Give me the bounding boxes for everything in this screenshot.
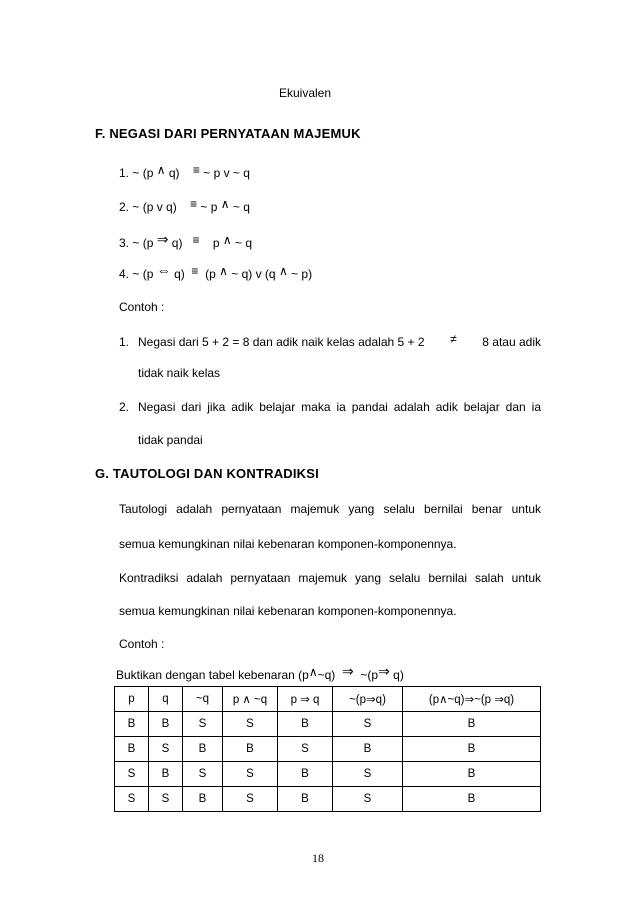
negation-rule-2 — [119, 197, 250, 214]
table-header-cell: ~q — [183, 687, 223, 712]
table-cell: S — [115, 762, 149, 787]
table-cell: S — [149, 787, 183, 812]
table-cell: S — [149, 737, 183, 762]
table-cell: B — [403, 762, 541, 787]
table-header-cell: q — [149, 687, 183, 712]
rule-text: ~ (p — [132, 267, 154, 281]
implies-symbol: ⇒ — [378, 663, 390, 679]
rule-text: ~ (p — [132, 236, 154, 250]
table-cell: B — [278, 712, 333, 737]
and-symbol: ∧ — [156, 163, 166, 177]
truth-table — [114, 686, 541, 812]
proof-text: ~(p — [360, 668, 379, 682]
table-cell: S — [278, 737, 333, 762]
implies-symbol: ⇒ — [341, 663, 354, 679]
rule-text: (p — [205, 267, 216, 281]
and-symbol: ∧ — [222, 233, 232, 247]
table-cell: S — [183, 762, 223, 787]
equivalent-symbol: ≡ — [192, 233, 200, 247]
table-header-cell: ~(p⇒q) — [333, 687, 403, 712]
negation-rule-1 — [119, 163, 250, 180]
example-2-number: 2. — [119, 400, 130, 414]
rule-number: 2. — [119, 200, 130, 214]
rule-text: ~ p) — [291, 267, 313, 281]
table-row — [115, 712, 541, 737]
example-1-number: 1. — [119, 335, 130, 349]
proof-text: Buktikan dengan tabel kebenaran (p — [116, 668, 309, 682]
table-cell: B — [149, 712, 183, 737]
table-header-cell: (p∧~q)⇒~(p ⇒q) — [403, 687, 541, 712]
example-2-line-1: Negasi dari jika adik belajar maka ia pandai adalah adik belajar dan ia — [138, 400, 541, 414]
contradiction-definition-line-2: semua kemungkinan nilai kebenaran komponen-komponennya. — [119, 604, 457, 618]
table-row — [115, 762, 541, 787]
and-symbol: ∧ — [308, 665, 318, 679]
negation-rule-4 — [119, 262, 313, 281]
rule-text: ~ q) v (q — [231, 267, 276, 281]
rule-text: q) — [171, 236, 183, 250]
rule-number: 3. — [119, 236, 130, 250]
table-row — [115, 787, 541, 812]
top-label: Ekuivalen — [279, 86, 332, 100]
example-1-line-1 — [138, 332, 541, 349]
table-cell: S — [223, 762, 278, 787]
rule-number: 4. — [119, 267, 130, 281]
table-header-cell: p ⇒ q — [278, 687, 333, 712]
table-cell: B — [403, 712, 541, 737]
rule-number: 1. — [119, 166, 130, 180]
contradiction-definition-line-1: Kontradiksi adalah pernyataan majemuk yang selalu bernilai salah untuk — [119, 571, 541, 585]
page-number: 18 — [312, 851, 324, 865]
rule-text: ~ q — [235, 236, 253, 250]
table-row — [115, 737, 541, 762]
tautology-definition-line-1: Tautologi adalah pernyataan majemuk yang selalu bernilai benar untuk — [119, 502, 541, 516]
rule-text: q) — [174, 267, 185, 281]
table-header-row — [115, 687, 541, 712]
example-1-line-2: tidak naik kelas — [138, 366, 221, 380]
table-header-cell: p ∧ ~q — [223, 687, 278, 712]
contoh-label-f: Contoh : — [119, 300, 165, 314]
table-cell: S — [183, 712, 223, 737]
table-cell: S — [223, 712, 278, 737]
table-cell: B — [333, 737, 403, 762]
negation-rule-3 — [119, 231, 253, 251]
implies-symbol: ⇒ — [156, 231, 169, 247]
biconditional-symbol: ⇔ — [156, 262, 171, 278]
rule-text: ~ (p — [132, 166, 154, 180]
contoh-label-g: Contoh : — [119, 637, 165, 651]
table-cell: B — [115, 737, 149, 762]
equivalent-symbol: ≡ — [191, 264, 199, 278]
equivalent-symbol: ≡ — [192, 163, 200, 177]
rule-text: p — [212, 236, 220, 250]
example-text: Negasi dari 5 + 2 = 8 dan adik naik kelas adalah 5 + 2 — [138, 335, 425, 349]
section-f-title: F. NEGASI DARI PERNYATAAN MAJEMUK — [95, 126, 361, 141]
table-cell: B — [223, 737, 278, 762]
tautology-definition-line-2: semua kemungkinan nilai kebenaran komponen-komponennya. — [119, 537, 457, 551]
and-symbol: ∧ — [220, 197, 230, 211]
table-cell: S — [333, 787, 403, 812]
rule-text: ~ q — [232, 200, 250, 214]
equivalent-symbol: ≡ — [190, 197, 198, 211]
table-cell: B — [403, 787, 541, 812]
proof-instruction — [116, 663, 404, 683]
example-text: 8 atau adik — [482, 335, 541, 349]
table-header-cell: p — [115, 687, 149, 712]
rule-text: q) — [168, 166, 180, 180]
table-cell: S — [115, 787, 149, 812]
rule-text: ~ (p v q) — [132, 200, 177, 214]
table-cell: S — [333, 712, 403, 737]
proof-text: q) — [393, 668, 404, 682]
table-cell: S — [333, 762, 403, 787]
proof-text: ~q) — [317, 668, 336, 682]
rule-text: ~ p v ~ q — [203, 166, 250, 180]
table-cell: S — [223, 787, 278, 812]
and-symbol: ∧ — [219, 264, 228, 278]
table-cell: B — [278, 787, 333, 812]
example-2-line-2: tidak pandai — [138, 433, 203, 447]
table-cell: B — [183, 737, 223, 762]
table-cell: B — [403, 737, 541, 762]
and-symbol: ∧ — [278, 264, 288, 278]
rule-text: ~ p — [200, 200, 218, 214]
section-g-title: G. TAUTOLOGI DAN KONTRADIKSI — [95, 466, 319, 481]
table-cell: B — [278, 762, 333, 787]
table-cell: B — [183, 787, 223, 812]
table-cell: B — [149, 762, 183, 787]
table-cell: B — [115, 712, 149, 737]
not-equal-symbol: ≠ — [450, 332, 457, 346]
